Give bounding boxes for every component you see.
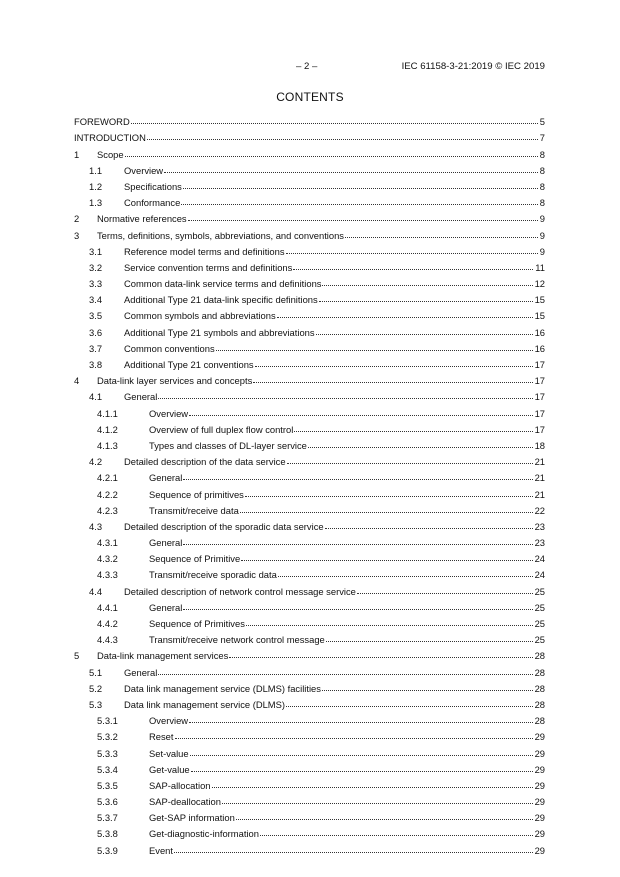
toc-entry-page: 24: [534, 553, 545, 565]
toc-entry-page: 8: [539, 180, 545, 192]
toc-entry-title: Transmit/receive network control message: [149, 634, 325, 646]
toc-dot-leader: [147, 139, 538, 140]
toc-entry-title: Sequence of Primitives: [149, 618, 245, 629]
toc-entry-title: Overview: [149, 407, 189, 419]
toc-entry[interactable]: [74, 759, 545, 775]
toc-dot-leader: [253, 382, 532, 383]
toc-dot-leader: [181, 204, 538, 205]
toc-dot-leader: [293, 269, 533, 270]
toc-dot-leader: [125, 156, 538, 157]
toc-entry-number: 4.1.2: [97, 423, 118, 435]
toc-dot-leader: [357, 593, 533, 594]
toc-dot-leader: [236, 819, 533, 820]
toc-entry-title: General: [149, 537, 183, 549]
toc-dot-leader: [319, 301, 533, 302]
toc-entry-number: 5.3.1: [97, 715, 118, 727]
toc-entry[interactable]: [74, 208, 545, 224]
toc-entry-page: 29: [534, 747, 545, 759]
toc-entry-number: 4.1: [89, 391, 103, 403]
toc-entry[interactable]: [74, 467, 545, 483]
toc-dot-leader: [174, 852, 533, 853]
toc-entry[interactable]: [74, 694, 545, 710]
toc-entry-page: 29: [534, 812, 545, 824]
toc-entry-number: 3.5: [89, 310, 103, 322]
toc-entry-page: 21: [534, 456, 545, 468]
toc-entry-title: Overview of full duplex flow control: [149, 423, 294, 435]
toc-entry-number: 3.4: [89, 294, 103, 306]
toc-entry[interactable]: [74, 370, 545, 386]
toc-dot-leader: [308, 447, 533, 448]
page-header: [0, 61, 620, 75]
toc-entry-title: Transmit/receive sporadic data: [149, 569, 277, 581]
toc-dot-leader: [240, 512, 533, 513]
toc-entry-page: 21: [534, 488, 545, 500]
toc-dot-leader: [158, 674, 532, 675]
toc-dot-leader: [286, 253, 538, 254]
toc-entry-title: Terms, definitions, symbols, abbreviations, and conventions: [97, 229, 344, 241]
toc-entry-title: Types and classes of DL-layer service: [149, 439, 307, 451]
toc-entry-number: 5.3.7: [97, 812, 118, 824]
toc-dot-leader: [260, 835, 533, 836]
toc-dot-leader: [175, 738, 533, 739]
toc-entry-page: 23: [534, 520, 545, 532]
toc-dot-leader: [255, 366, 533, 367]
toc-entry-number: 4.2.2: [97, 488, 118, 500]
toc-entry-title: Get-value: [149, 763, 190, 775]
toc-entry-title: SAP-allocation: [149, 779, 211, 791]
toc-dot-leader: [325, 528, 533, 529]
toc-entry-number: 4.2.1: [97, 472, 118, 484]
toc-entry-page: 17: [534, 391, 545, 403]
toc-entry[interactable]: [74, 289, 545, 305]
toc-entry-title: Detailed description of network control message service: [124, 585, 356, 597]
toc-entry-title: Additional Type 21 data-link specific definitions: [124, 294, 318, 306]
toc-entry-page: 7: [539, 132, 545, 144]
toc-entry-title: Additional Type 21 conventions: [124, 359, 254, 370]
toc-entry[interactable]: [74, 273, 545, 289]
toc-entry-title: Specifications: [124, 180, 182, 192]
toc-entry-number: 5.3.9: [97, 844, 118, 856]
toc-entry-page: 25: [534, 618, 545, 629]
toc-entry-page: 8: [539, 197, 545, 209]
contents-title: CONTENTS: [276, 90, 344, 104]
toc-entry-page: 16: [534, 342, 545, 354]
toc-entry-title: Common data-link service terms and definitions: [124, 278, 322, 290]
toc-entry-number: 4.2.3: [97, 504, 118, 516]
toc-entry-title: Event: [149, 844, 173, 856]
toc-entry-title: Common conventions: [124, 342, 215, 354]
toc-dot-leader: [189, 415, 532, 416]
toc-entry-title: Normative references: [97, 213, 187, 225]
toc-entry-number: 1: [74, 148, 80, 160]
toc-entry-page: 29: [534, 731, 545, 743]
toc-entry-title: Overview: [124, 164, 164, 176]
toc-entry-title: Conformance: [124, 197, 181, 209]
toc-entry[interactable]: [74, 678, 545, 694]
toc-dot-leader: [287, 463, 533, 464]
toc-entry[interactable]: [74, 176, 545, 192]
toc-entry[interactable]: [74, 143, 545, 159]
toc-entry-number: 5.1: [89, 666, 103, 678]
toc-entry[interactable]: [74, 354, 545, 370]
toc-entry-page: 16: [534, 326, 545, 338]
toc-entry-title: INTRODUCTION: [74, 132, 146, 144]
toc-entry-number: 5.3.4: [97, 763, 118, 775]
toc-entry-page: 9: [539, 245, 545, 257]
toc-entry[interactable]: [74, 338, 545, 354]
toc-entry[interactable]: [74, 629, 545, 645]
toc-dot-leader: [278, 576, 533, 577]
toc-dot-leader: [294, 431, 532, 432]
toc-entry-title: Detailed description of the data service: [124, 456, 286, 468]
toc-dot-leader: [131, 123, 538, 124]
toc-entry-number: 4.3.1: [97, 537, 118, 549]
toc-dot-leader: [191, 771, 533, 772]
toc-dot-leader: [212, 787, 533, 788]
toc-entry[interactable]: [74, 564, 545, 580]
toc-entry[interactable]: [74, 192, 545, 208]
toc-entry-number: 4.4.3: [97, 634, 118, 646]
toc-entry-page: 17: [534, 407, 545, 419]
toc-entry-title: Overview: [149, 715, 189, 727]
toc-entry-page: 9: [539, 213, 545, 225]
toc-entry[interactable]: [74, 580, 545, 596]
toc-entry-page: 17: [534, 359, 545, 370]
toc-entry-title: Get-SAP information: [149, 812, 235, 824]
toc-entry-number: 5.3.2: [97, 731, 118, 743]
toc-entry-title: General: [124, 391, 158, 403]
toc-entry-title: FOREWORD: [74, 116, 130, 128]
toc-entry-number: 4.3.3: [97, 569, 118, 581]
toc-entry-title: Data link management service (DLMS): [124, 698, 285, 710]
toc-entry-number: 3: [74, 229, 80, 241]
toc-entry-title: Sequence of Primitive: [149, 553, 241, 565]
toc-entry-number: 3.6: [89, 326, 103, 338]
toc-dot-leader: [326, 641, 533, 642]
toc-dot-leader: [183, 188, 538, 189]
toc-entry[interactable]: [74, 483, 545, 499]
toc-entry-title: Reset: [149, 731, 174, 743]
toc-entry-title: Detailed description of the sporadic data service: [124, 520, 324, 532]
toc-dot-leader: [322, 285, 532, 286]
toc-entry-page: 29: [534, 828, 545, 840]
toc-entry[interactable]: [74, 791, 545, 807]
toc-entry-title: Set-value: [149, 747, 189, 759]
toc-entry[interactable]: [74, 726, 545, 742]
toc-entry-page: 22: [534, 504, 545, 516]
toc-entry[interactable]: [74, 305, 545, 321]
toc-entry-number: 3.1: [89, 245, 103, 257]
toc-dot-leader: [286, 706, 533, 707]
toc-dot-leader: [241, 560, 532, 561]
toc-entry-number: 3.3: [89, 278, 103, 290]
toc-entry[interactable]: [74, 451, 545, 467]
toc-entry-number: 1.1: [89, 164, 103, 176]
toc-entry[interactable]: [74, 127, 545, 143]
toc-entry[interactable]: [74, 160, 545, 176]
toc-dot-leader: [222, 803, 533, 804]
toc-entry-page: 12: [534, 278, 545, 290]
toc-entry-number: 5.3.8: [97, 828, 118, 840]
toc-dot-leader: [277, 317, 533, 318]
toc-dot-leader: [322, 690, 533, 691]
toc-entry[interactable]: [74, 402, 545, 418]
toc-entry[interactable]: [74, 111, 545, 127]
toc-entry-number: 3.8: [89, 359, 103, 370]
toc-entry-page: 18: [534, 439, 545, 451]
toc-entry[interactable]: [74, 516, 545, 532]
toc-dot-leader: [164, 172, 538, 173]
toc-entry-page: 8: [539, 164, 545, 176]
toc-entry-number: 5.2: [89, 682, 103, 694]
toc-dot-leader: [190, 755, 533, 756]
toc-dot-leader: [316, 334, 533, 335]
toc-entry-number: 5.3.6: [97, 796, 118, 808]
toc-entry-number: 4.3.2: [97, 553, 118, 565]
toc-entry-page: 23: [534, 537, 545, 549]
toc-entry-page: 25: [534, 601, 545, 613]
toc-entry-page: 28: [534, 715, 545, 727]
toc-entry[interactable]: [74, 839, 545, 855]
toc-entry[interactable]: [74, 645, 545, 661]
toc-entry[interactable]: [74, 386, 545, 402]
toc-dot-leader: [216, 350, 533, 351]
toc-dot-leader: [345, 237, 538, 238]
toc-entry-page: 28: [534, 650, 545, 662]
toc-entry-title: Scope: [97, 148, 124, 160]
toc-entry-number: 4.4: [89, 585, 103, 597]
toc-entry-page: 24: [534, 569, 545, 581]
toc-entry-number: 4: [74, 375, 80, 387]
toc-entry-number: 1.2: [89, 180, 103, 192]
toc-entry-number: 3.7: [89, 342, 103, 354]
toc-entry-number: 4.2: [89, 456, 103, 468]
toc-entry[interactable]: [74, 775, 545, 791]
toc-entry-page: 21: [534, 472, 545, 484]
toc-entry-number: 5.3.5: [97, 779, 118, 791]
toc-entry-title: General: [149, 601, 183, 613]
toc-entry[interactable]: [74, 823, 545, 839]
toc-entry[interactable]: [74, 321, 545, 337]
toc-entry-page: 9: [539, 229, 545, 241]
toc-entry-title: Get-diagnostic-information: [149, 828, 259, 840]
toc-entry[interactable]: [74, 597, 545, 613]
toc-entry-title: Sequence of primitives: [149, 488, 244, 500]
toc-entry-title: Additional Type 21 symbols and abbreviations: [124, 326, 315, 338]
toc-entry-page: 29: [534, 844, 545, 856]
document-reference: IEC 61158-3-21:2019 © IEC 2019: [401, 61, 545, 72]
toc-entry-number: 5: [74, 650, 80, 662]
toc-entry[interactable]: [74, 807, 545, 823]
toc-entry-number: 5.3.3: [97, 747, 118, 759]
toc-entry-page: 8: [539, 148, 545, 160]
toc-entry[interactable]: [74, 419, 545, 435]
toc-entry-page: 15: [534, 310, 545, 322]
toc-entry[interactable]: [74, 661, 545, 677]
page-number: – 2 –: [296, 61, 318, 72]
table-of-contents: [74, 111, 545, 856]
toc-entry[interactable]: [74, 548, 545, 564]
toc-entry-title: Service convention terms and definitions: [124, 261, 293, 273]
toc-dot-leader: [189, 722, 532, 723]
toc-entry-title: Common symbols and abbreviations: [124, 310, 276, 322]
toc-entry[interactable]: [74, 241, 545, 257]
toc-dot-leader: [188, 220, 538, 221]
toc-entry-page: 28: [534, 666, 545, 678]
toc-entry-page: 11: [535, 261, 545, 273]
toc-entry-page: 17: [534, 375, 545, 387]
toc-dot-leader: [183, 479, 532, 480]
toc-entry[interactable]: [74, 532, 545, 548]
toc-entry-number: 4.4.1: [97, 601, 118, 613]
toc-entry[interactable]: [74, 613, 545, 629]
toc-entry-title: SAP-deallocation: [149, 796, 221, 808]
toc-entry[interactable]: [74, 710, 545, 726]
toc-entry[interactable]: [74, 435, 545, 451]
toc-dot-leader: [158, 398, 532, 399]
toc-entry-title: Data-link layer services and concepts: [97, 375, 253, 387]
toc-dot-leader: [245, 496, 533, 497]
toc-entry[interactable]: [74, 224, 545, 240]
toc-entry-page: 29: [534, 796, 545, 808]
toc-entry-page: 28: [534, 682, 545, 694]
toc-entry[interactable]: [74, 257, 545, 273]
toc-entry-page: 29: [534, 763, 545, 775]
toc-entry-title: General: [149, 472, 183, 484]
toc-entry-number: 1.3: [89, 197, 103, 209]
toc-entry-page: 17: [534, 423, 545, 435]
toc-dot-leader: [246, 625, 533, 626]
toc-entry-number: 2: [74, 213, 80, 225]
toc-dot-leader: [183, 544, 532, 545]
toc-entry[interactable]: [74, 500, 545, 516]
toc-entry-page: 29: [534, 779, 545, 791]
toc-entry-title: General: [124, 666, 158, 678]
toc-entry-page: 25: [534, 634, 545, 646]
toc-dot-leader: [229, 657, 532, 658]
toc-entry-title: Transmit/receive data: [149, 504, 239, 516]
toc-entry[interactable]: [74, 742, 545, 758]
toc-entry-number: 4.1.1: [97, 407, 118, 419]
toc-entry-title: Data link management service (DLMS) facilities: [124, 682, 321, 694]
toc-entry-title: Data-link management services: [97, 650, 229, 662]
toc-entry-page: 5: [539, 116, 545, 128]
toc-entry-number: 3.2: [89, 261, 103, 273]
toc-entry-title: Reference model terms and definitions: [124, 245, 285, 257]
toc-entry-page: 15: [534, 294, 545, 306]
toc-entry-number: 4.1.3: [97, 439, 118, 451]
toc-dot-leader: [183, 609, 532, 610]
toc-entry-page: 28: [534, 698, 545, 710]
toc-entry-number: 4.4.2: [97, 618, 118, 629]
toc-entry-number: 4.3: [89, 520, 103, 532]
toc-entry-number: 5.3: [89, 698, 103, 710]
toc-entry-page: 25: [534, 585, 545, 597]
